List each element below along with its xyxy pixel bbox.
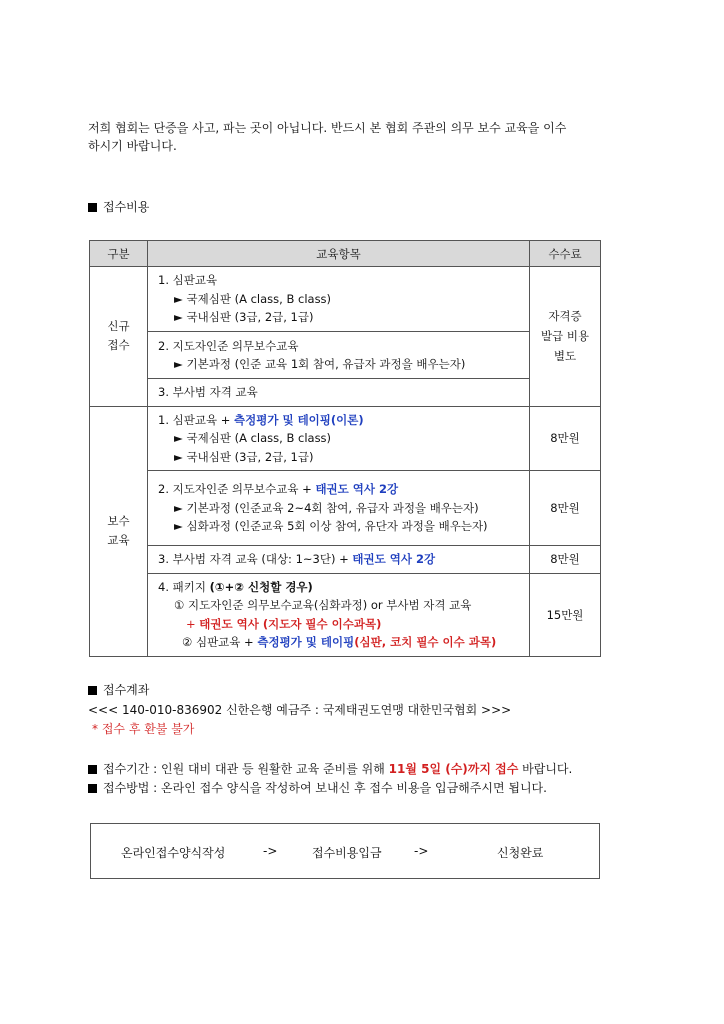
new-item-2-title: 2. 지도자인준 의무보수교육 (158, 338, 299, 353)
new-item-1 (148, 267, 530, 332)
table-row (90, 332, 601, 379)
header-fee: 수수료 (530, 241, 601, 267)
renew-item-4-sub3-red: (심판, 코치 필수 이수 과목) (354, 635, 497, 649)
account-title: 접수계좌 (103, 683, 150, 697)
renew-fee-3: 8만원 (530, 546, 601, 574)
flow-step-1: 온라인접수양식작성 (121, 846, 226, 860)
new-fee (530, 267, 601, 407)
period-line (88, 760, 572, 777)
renew-item-4 (148, 573, 530, 656)
account-heading (88, 681, 149, 698)
header-item: 교육항목 (148, 241, 530, 267)
renew-item-3-title-text: 3. 부사범 자격 교육 (대상: 1~3단) + (158, 552, 353, 566)
flow-arrow-1: -> (263, 844, 278, 858)
square-bullet-icon (88, 203, 97, 212)
renew-item-4-sub3-blue: 측정평가 및 테이핑 (257, 635, 355, 649)
renew-item-4-sub1: ① 지도자인준 의무보수교육(심화과정) or 부사범 자격 교육 (174, 598, 472, 612)
new-fee-line3: 별도 (553, 349, 577, 364)
table-row (90, 406, 601, 471)
table-row (90, 267, 601, 332)
new-item-2-sub1: ► 기본과정 (인준 교육 1회 참여, 유급자 과정을 배우는자) (174, 357, 466, 371)
renew-fee-4: 15만원 (530, 573, 601, 656)
square-bullet-icon (88, 784, 97, 793)
category-renew-line1: 보수 (107, 514, 130, 528)
table-row (90, 471, 601, 546)
renew-item-4-sub3 (158, 633, 523, 652)
table-header-row (90, 241, 601, 267)
header-category: 구분 (90, 241, 148, 267)
method-label: 접수방법 : 온라인 접수 양식을 작성하여 보내신 후 접수 비용을 입금해주시면 됩니다. (103, 781, 547, 795)
renew-item-4-title-text: 4. 패키지 (158, 579, 210, 594)
renew-fee-2: 8만원 (530, 471, 601, 546)
fee-section-title: 접수비용 (103, 200, 150, 214)
intro-line-1: 저희 협회는 단증을 사고, 파는 곳이 아닙니다. 반드시 본 협회 주관의 의무 보수 교육을 이수 (88, 121, 567, 135)
renew-item-4-title (158, 578, 523, 597)
method-line (88, 779, 547, 796)
flow-step-2: 접수비용입금 (312, 846, 382, 860)
renew-item-1 (148, 406, 530, 471)
renew-item-2-sub1: ► 기본과정 (인준교육 2~4회 참여, 유급자 과정을 배우는자) (174, 500, 479, 515)
fee-table (89, 240, 601, 657)
new-item-1-sub2: ► 국내심판 (3급, 2급, 1급) (174, 310, 314, 325)
process-flow-box (90, 823, 600, 879)
renew-item-1-highlight: 측정평가 및 테이핑(이론) (234, 412, 364, 427)
renew-item-2-highlight: 태권도 역사 2강 (315, 482, 399, 497)
new-fee-line1: 자격증 (548, 309, 582, 324)
period-suffix: 바랍니다. (518, 762, 573, 776)
renew-item-3-title (158, 550, 523, 569)
new-item-3-title: 3. 부사범 자격 교육 (158, 385, 258, 399)
new-item-2 (148, 332, 530, 379)
renew-item-4-condition: (①+② 신청할 경우) (209, 579, 313, 594)
renew-item-1-title (158, 411, 523, 430)
period-label: 접수기간 : 인원 대비 대관 등 원활한 교육 준비를 위해 (103, 762, 389, 776)
renew-item-4-plus: + (186, 616, 200, 631)
renew-item-2-title (158, 480, 523, 499)
renew-item-2-sub2: ► 심화과정 (인준교육 5회 이상 참여, 유단자 과정을 배우는자) (174, 519, 488, 534)
new-item-1-title: 1. 심판교육 (158, 273, 218, 288)
renew-item-1-sub1: ► 국제심판 (A class, B class) (174, 431, 332, 445)
renew-item-4-sub2 (158, 615, 523, 634)
renew-item-4-sub2-highlight: 태권도 역사 (지도자 필수 이수과목) (199, 616, 382, 631)
category-renew-line2: 교육 (107, 533, 130, 547)
flow-step-3: 신청완료 (497, 846, 544, 860)
fee-section-heading (88, 198, 149, 215)
category-new (90, 267, 148, 407)
flow-arrow-2: -> (414, 844, 429, 858)
category-new-line1: 신규 (107, 319, 130, 334)
renew-item-1-title-text: 1. 심판교육 + (158, 412, 235, 427)
renew-item-2 (148, 471, 530, 546)
square-bullet-icon (88, 686, 97, 695)
renew-fee-1: 8만원 (530, 406, 601, 471)
square-bullet-icon (88, 765, 97, 774)
table-row (90, 546, 601, 574)
table-row (90, 379, 601, 407)
renew-item-2-title-text: 2. 지도자인준 의무보수교육 + (158, 482, 316, 497)
no-refund-notice: * 접수 후 환불 불가 (92, 722, 195, 736)
new-item-3 (148, 379, 530, 407)
category-renew (90, 406, 148, 656)
new-fee-line2: 발급 비용 (540, 329, 590, 344)
renew-item-1-sub2: ► 국내심판 (3급, 2급, 1급) (174, 449, 314, 464)
renew-item-4-sub3-text: ② 심판교육 + (182, 635, 258, 649)
renew-item-3 (148, 546, 530, 574)
renew-item-3-highlight: 태권도 역사 2강 (352, 552, 436, 566)
table-row (90, 573, 601, 656)
new-item-1-sub1: ► 국제심판 (A class, B class) (174, 291, 332, 306)
account-detail: <<< 140-010-836902 신한은행 예금주 : 국제태권도연맹 대한민국협회 >>> (88, 703, 512, 717)
intro-line-2: 하시기 바랍니다. (88, 139, 177, 153)
intro-paragraph (88, 119, 618, 155)
period-deadline: 11월 5일 (수)까지 접수 (388, 762, 519, 776)
category-new-line2: 접수 (107, 338, 130, 353)
